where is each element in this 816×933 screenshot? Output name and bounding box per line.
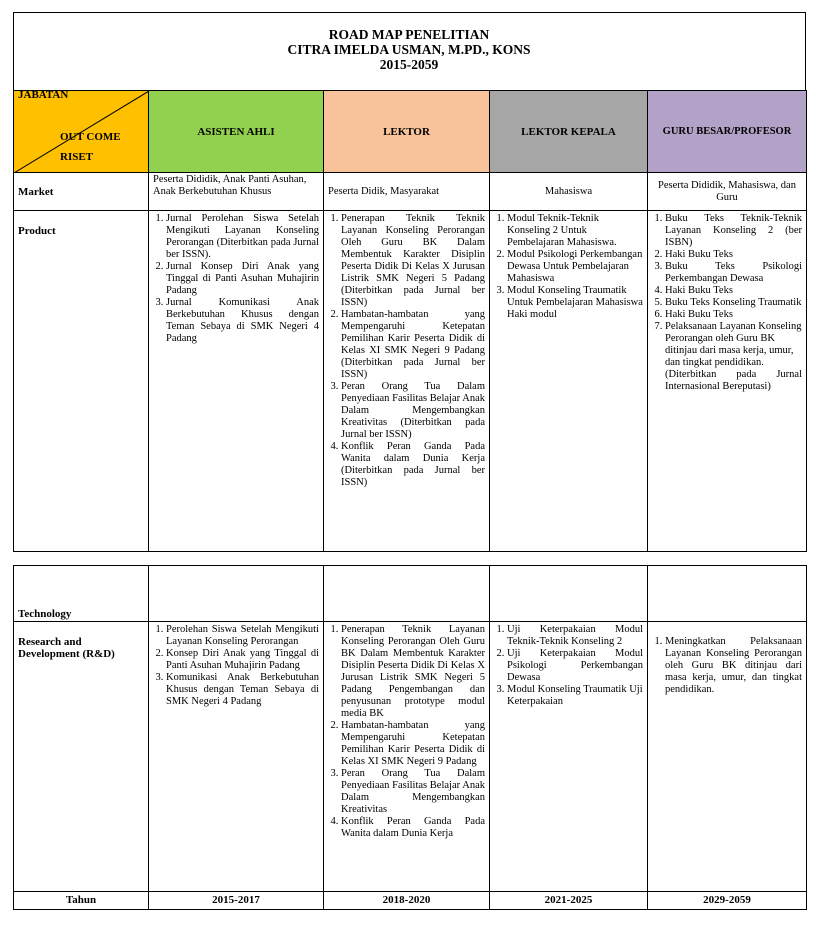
product-c3	[490, 211, 648, 552]
row-label-technology: Technology	[14, 566, 149, 622]
product-c3-list	[494, 213, 643, 321]
list-item: 3. Modul Konseling Traumatik Untuk Pembelajaran Mahasiswa Haki modul	[507, 285, 643, 321]
market-c4: Peserta Dididik, Mahasiswa, dan Guru	[648, 173, 807, 211]
list-item: 3. Buku Teks Psikologi Perkembangan Dewasa	[665, 261, 802, 285]
list-item: 3. Komunikasi Anak Berkebutuhan Khusus dengan Teman Sebaya di SMK Negeri 4 Padang	[166, 672, 319, 708]
column-header-guru-besar: GURU BESAR/PROFESOR	[648, 91, 807, 173]
technology-c4	[648, 566, 807, 622]
column-header-lektor-kepala: LEKTOR KEPALA	[490, 91, 648, 173]
list-item: 7. Pelaksanaan Layanan Konseling Perorangan oleh Guru BK ditinjau dari masa kerja, umur, dan tingkat pendidikan.	[665, 321, 802, 369]
rnd-c4-list	[652, 636, 802, 696]
row-label-market: Market	[14, 173, 149, 211]
list-item: 4. Haki Buku Teks	[665, 285, 802, 297]
tahun-c1: 2015-2017	[149, 892, 324, 910]
list-item: 2. Jurnal Konsep Diri Anak yang Tinggal di Panti Asuhan Muhajirin Padang	[166, 261, 319, 297]
list-item: 6. Haki Buku Teks	[665, 309, 802, 321]
rnd-c2-list	[328, 624, 485, 840]
list-item: 1. Perolehan Siswa Setelah Mengikuti Layanan Konseling Perorangan	[166, 624, 319, 648]
product-c2	[324, 211, 490, 552]
column-header-asisten-ahli: ASISTEN AHLI	[149, 91, 324, 173]
list-item: 2. Konsep Diri Anak yang Tinggal di Panti Asuhan Muhajirin Padang	[166, 648, 319, 672]
tahun-c3: 2021-2025	[490, 892, 648, 910]
row-label-product: Product	[14, 211, 149, 552]
title-line-2: CITRA IMELDA USMAN, M.PD., KONS	[287, 42, 531, 57]
list-item: 2. Hambatan-hambatan yang Mempengaruhi Ketepatan Pemilihan Karir Peserta Didik di Kelas XI SMK Negeri 9 Padang	[341, 720, 485, 768]
column-header-lektor: LEKTOR	[324, 91, 490, 173]
product-c4	[648, 211, 807, 552]
technology-c2	[324, 566, 490, 622]
page-title	[13, 12, 805, 72]
list-item: 2. Hambatan-hambatan yang Mempengaruhi Ketepatan Pemilihan Karir Peserta Didik di Kelas XI SMK Negeri 9 Padang (Diterbitkan pada Jurnal ber ISSN)	[341, 309, 485, 381]
rnd-c3-list	[494, 624, 643, 708]
list-item: 2. Haki Buku Teks	[665, 249, 802, 261]
list-item: 4. Konflik Peran Ganda Pada Wanita dalam Dunia Kerja	[341, 816, 485, 840]
riset-label: RISET	[60, 151, 94, 163]
list-item: 1. Jurnal Perolehan Siswa Setelah Mengikuti Layanan Konseling Perorangan (Diterbitkan pada Jurnal ber ISSN).	[166, 213, 319, 261]
product-c1	[149, 211, 324, 552]
list-item: 2. Uji Keterpakaian Modul Psikologi Perkembangan Dewasa	[507, 648, 643, 684]
rnd-c1	[149, 622, 324, 892]
product-c4-list	[652, 213, 802, 369]
roadmap-table-upper	[13, 90, 807, 552]
list-item: 4. Konflik Peran Ganda Pada Wanita dalam Dunia Kerja (Diterbitkan pada Jurnal ber ISSN)	[341, 441, 485, 489]
outcome-label: OUT COME	[60, 131, 121, 143]
list-item: 1. Penerapan Teknik Teknik Layanan Konseling Perorangan Oleh Guru BK Dalam Membentuk Karakter Disiplin Peserta Didik Di Kelas X Jurusan Listrik SMK Negeri 5 Padang (Diterbitkan pada Jurnal ber ISSN)	[341, 213, 485, 309]
list-item: 1. Meningkatkan Pelaksanaan Layanan Konseling Perorangan oleh Guru BK ditinjau dari masa kerja, umur, dan tingkat pendidikan.	[665, 636, 802, 696]
market-c1: Peserta Dididik, Anak Panti Asuhan, Anak Berkebutuhan Khusus	[149, 173, 324, 211]
row-label-rnd: Research and Development (R&D)	[14, 622, 149, 892]
row-label-tahun: Tahun	[14, 892, 149, 910]
technology-c1	[149, 566, 324, 622]
market-c3: Mahasiswa	[490, 173, 648, 211]
market-c2: Peserta Didik, Masyarakat	[324, 173, 490, 211]
list-item: 3. Peran Orang Tua Dalam Penyediaan Fasilitas Belajar Anak Dalam Mengembangkan Kreativitas (Diterbitkan pada Jurnal ber ISSN)	[341, 381, 485, 441]
title-line-3: 2015-2059	[379, 57, 439, 72]
product-c4-note: (Diterbitkan pada Jurnal Internasional Bereputasi)	[665, 369, 802, 392]
roadmap-table-lower	[13, 565, 807, 910]
list-item: 3. Jurnal Komunikasi Anak Berkebutuhan Khusus dengan Teman Sebaya di SMK Negeri 4 Padang	[166, 297, 319, 345]
jabatan-label: JABATAN	[18, 90, 69, 101]
tahun-c2: 2018-2020	[324, 892, 490, 910]
list-item: 2. Modul Psikologi Perkembangan Dewasa Untuk Pembelajaran Mahasiswa	[507, 249, 643, 285]
list-item: 1. Penerapan Teknik Layanan Konseling Perorangan Oleh Guru BK Dalam Membentuk Karakter Disiplin Peserta Didik Di Kelas X Jurusan Listrik SMK Negeri 5 Padang Pengembangan dan penyusunan prototype modul media BK	[341, 624, 485, 720]
product-c1-list	[153, 213, 319, 345]
technology-c3	[490, 566, 648, 622]
list-item: 3. Peran Orang Tua Dalam Penyediaan Fasilitas Belajar Anak Dalam Mengembangkan Kreativitas	[341, 768, 485, 816]
rnd-c4	[648, 622, 807, 892]
list-item: 1. Buku Teks Teknik-Teknik Layanan Konseling 2 (ber ISBN)	[665, 213, 802, 249]
title-line-1: ROAD MAP PENELITIAN	[328, 27, 490, 42]
list-item: 1. Modul Teknik-Teknik Konseling 2 Untuk Pembelajaran Mahasiswa.	[507, 213, 643, 249]
product-c2-list	[328, 213, 485, 489]
corner-header	[14, 91, 149, 173]
list-item: 5. Buku Teks Konseling Traumatik	[665, 297, 802, 309]
rnd-c3	[490, 622, 648, 892]
list-item: 3. Modul Konseling Traumatik Uji Keterpakaian	[507, 684, 643, 708]
rnd-c1-list	[153, 624, 319, 708]
rnd-c2	[324, 622, 490, 892]
list-item: 1. Uji Keterpakaian Modul Teknik-Teknik Konseling 2	[507, 624, 643, 648]
tahun-c4: 2029-2059	[648, 892, 807, 910]
